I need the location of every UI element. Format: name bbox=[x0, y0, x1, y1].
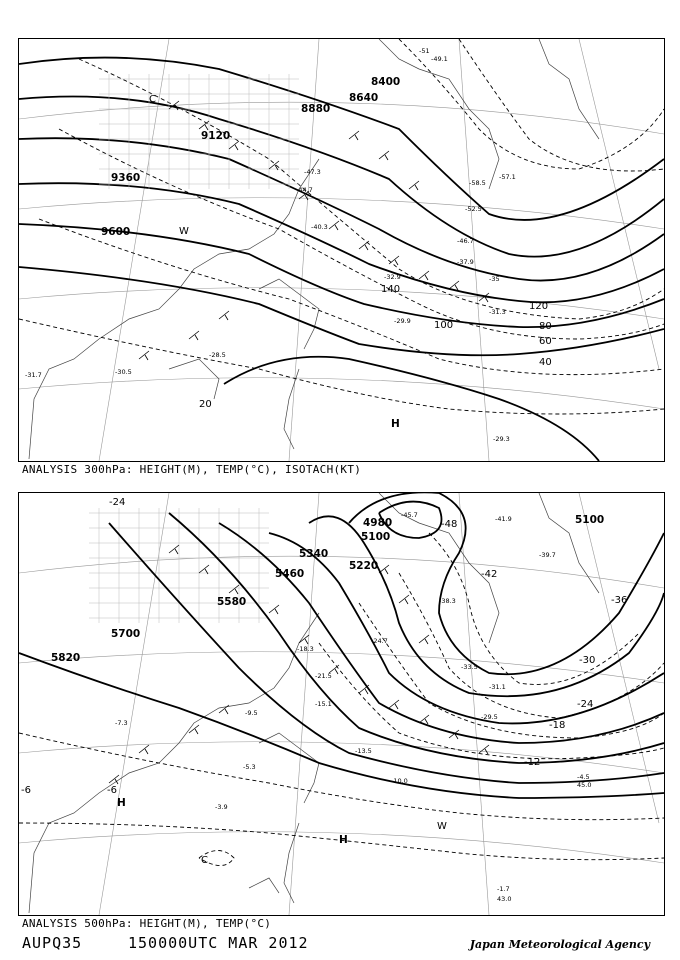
cold-center-label: C bbox=[149, 94, 156, 105]
chart-code: AUPQ35 bbox=[22, 934, 83, 952]
high-center-label: H bbox=[391, 418, 400, 430]
station-label: -9.5 bbox=[245, 709, 258, 717]
temp-label: -58.5 bbox=[469, 179, 486, 187]
height-label-9600: 9600 bbox=[101, 226, 131, 238]
map-panel-300hpa bbox=[18, 38, 665, 462]
station-label: -1.7 bbox=[497, 885, 510, 893]
station-label: -31.1 bbox=[489, 683, 506, 691]
temp-label: -57.1 bbox=[499, 173, 516, 181]
height-contours bbox=[19, 493, 664, 798]
station-label: -39.7 bbox=[539, 551, 556, 559]
warm-center-label: W bbox=[179, 226, 189, 237]
height-label-9120: 9120 bbox=[201, 130, 231, 142]
station-label: -10.0 bbox=[391, 777, 408, 785]
temp-contour-label: -18 bbox=[549, 720, 566, 731]
temp-contour-label: -24 bbox=[109, 497, 126, 508]
temp-contour-label: -48 bbox=[441, 519, 458, 530]
station-label: 43.0 bbox=[497, 895, 512, 903]
station-label: -24.7 bbox=[371, 637, 388, 645]
temp-label: -28.5 bbox=[209, 351, 226, 359]
height-label-4980: 4980 bbox=[363, 517, 393, 529]
temp-label: -31.7 bbox=[25, 371, 42, 379]
chart-valid-time: 150000UTC MAR 2012 bbox=[128, 934, 309, 952]
height-contours bbox=[19, 58, 664, 461]
height-label-5580: 5580 bbox=[217, 596, 247, 608]
temp-contour-label: -36 bbox=[611, 595, 628, 606]
height-label-5460: 5460 bbox=[275, 568, 305, 580]
station-label: -18.3 bbox=[297, 645, 314, 653]
height-label-5340: 5340 bbox=[299, 548, 329, 560]
agency-name: Japan Meteorological Agency bbox=[469, 938, 650, 951]
station-label: -45.7 bbox=[401, 511, 418, 519]
caption-500hpa: ANALYSIS 500hPa: HEIGHT(M), TEMP(°C) bbox=[22, 917, 272, 930]
temp-label: -35 bbox=[489, 275, 500, 283]
isotach-label-60: 60 bbox=[539, 336, 552, 347]
height-label-8880: 8880 bbox=[301, 103, 331, 115]
station-label: -7.3 bbox=[115, 719, 128, 727]
station-label: -29.5 bbox=[481, 713, 498, 721]
temp-contour-label: -30 bbox=[579, 655, 596, 666]
isotach-label-80: 80 bbox=[539, 321, 552, 332]
station-label: -4.5 bbox=[577, 773, 590, 781]
temp-label: -30.5 bbox=[115, 368, 132, 376]
temp-label: -32.9 bbox=[384, 273, 401, 281]
high-center-label-west: H bbox=[117, 797, 126, 809]
station-label: -21.5 bbox=[315, 672, 332, 680]
map-panel-500hpa bbox=[18, 492, 665, 916]
temp-label: -29.9 bbox=[394, 317, 411, 325]
height-label-8400: 8400 bbox=[371, 76, 401, 88]
station-label: -3.9 bbox=[215, 803, 228, 811]
high-center-label: H bbox=[339, 834, 348, 846]
isotach-label-100: 100 bbox=[434, 320, 454, 331]
station-label: -33.5 bbox=[461, 663, 478, 671]
graticule-lines bbox=[19, 493, 664, 915]
cold-center-label: C bbox=[201, 855, 208, 866]
isotach-label-140: 140 bbox=[381, 284, 401, 295]
caption-300hpa: ANALYSIS 300hPa: HEIGHT(M), TEMP(°C), ISOTACH(KT) bbox=[22, 463, 362, 476]
temp-label: -51 bbox=[419, 47, 430, 55]
station-label: 45.0 bbox=[577, 781, 592, 789]
temp-contour-label: -12 bbox=[524, 757, 541, 768]
isotach-label-40: 40 bbox=[539, 357, 552, 368]
temp-label: -52.5 bbox=[465, 205, 482, 213]
warm-center-label: W bbox=[437, 821, 447, 832]
map-300hpa-svg bbox=[19, 39, 664, 461]
station-label: -41.9 bbox=[495, 515, 512, 523]
station-label: -5.3 bbox=[243, 763, 256, 771]
map-500hpa-svg bbox=[19, 493, 664, 915]
isotach-label-20: 20 bbox=[199, 399, 212, 410]
height-label-9360: 9360 bbox=[111, 172, 141, 184]
temp-label: -47.3 bbox=[304, 168, 321, 176]
temp-label: -46.7 bbox=[457, 237, 474, 245]
temp-label: -37.9 bbox=[457, 258, 474, 266]
height-label-5220: 5220 bbox=[349, 560, 379, 572]
isotach-label-120: 120 bbox=[529, 301, 549, 312]
temp-label: -40.3 bbox=[311, 223, 328, 231]
temp-label: -49.1 bbox=[431, 55, 448, 63]
height-label-5100: 5100 bbox=[361, 531, 391, 543]
height-label-5100-east: 5100 bbox=[575, 514, 605, 526]
temp-label: -31.3 bbox=[489, 308, 506, 316]
temp-contour-label: -42 bbox=[481, 569, 498, 580]
height-label-5820: 5820 bbox=[51, 652, 81, 664]
temp-contour-label: -6 bbox=[107, 785, 117, 796]
height-label-8640: 8640 bbox=[349, 92, 379, 104]
temp-contour-label: -6 bbox=[21, 785, 31, 796]
station-label: -38.3 bbox=[439, 597, 456, 605]
temp-label: -29.3 bbox=[493, 435, 510, 443]
height-label-5700: 5700 bbox=[111, 628, 141, 640]
station-label: -13.5 bbox=[355, 747, 372, 755]
temp-label: -44.7 bbox=[296, 186, 313, 194]
station-label: -15.1 bbox=[315, 700, 332, 708]
temp-contour-label: -24 bbox=[577, 699, 594, 710]
